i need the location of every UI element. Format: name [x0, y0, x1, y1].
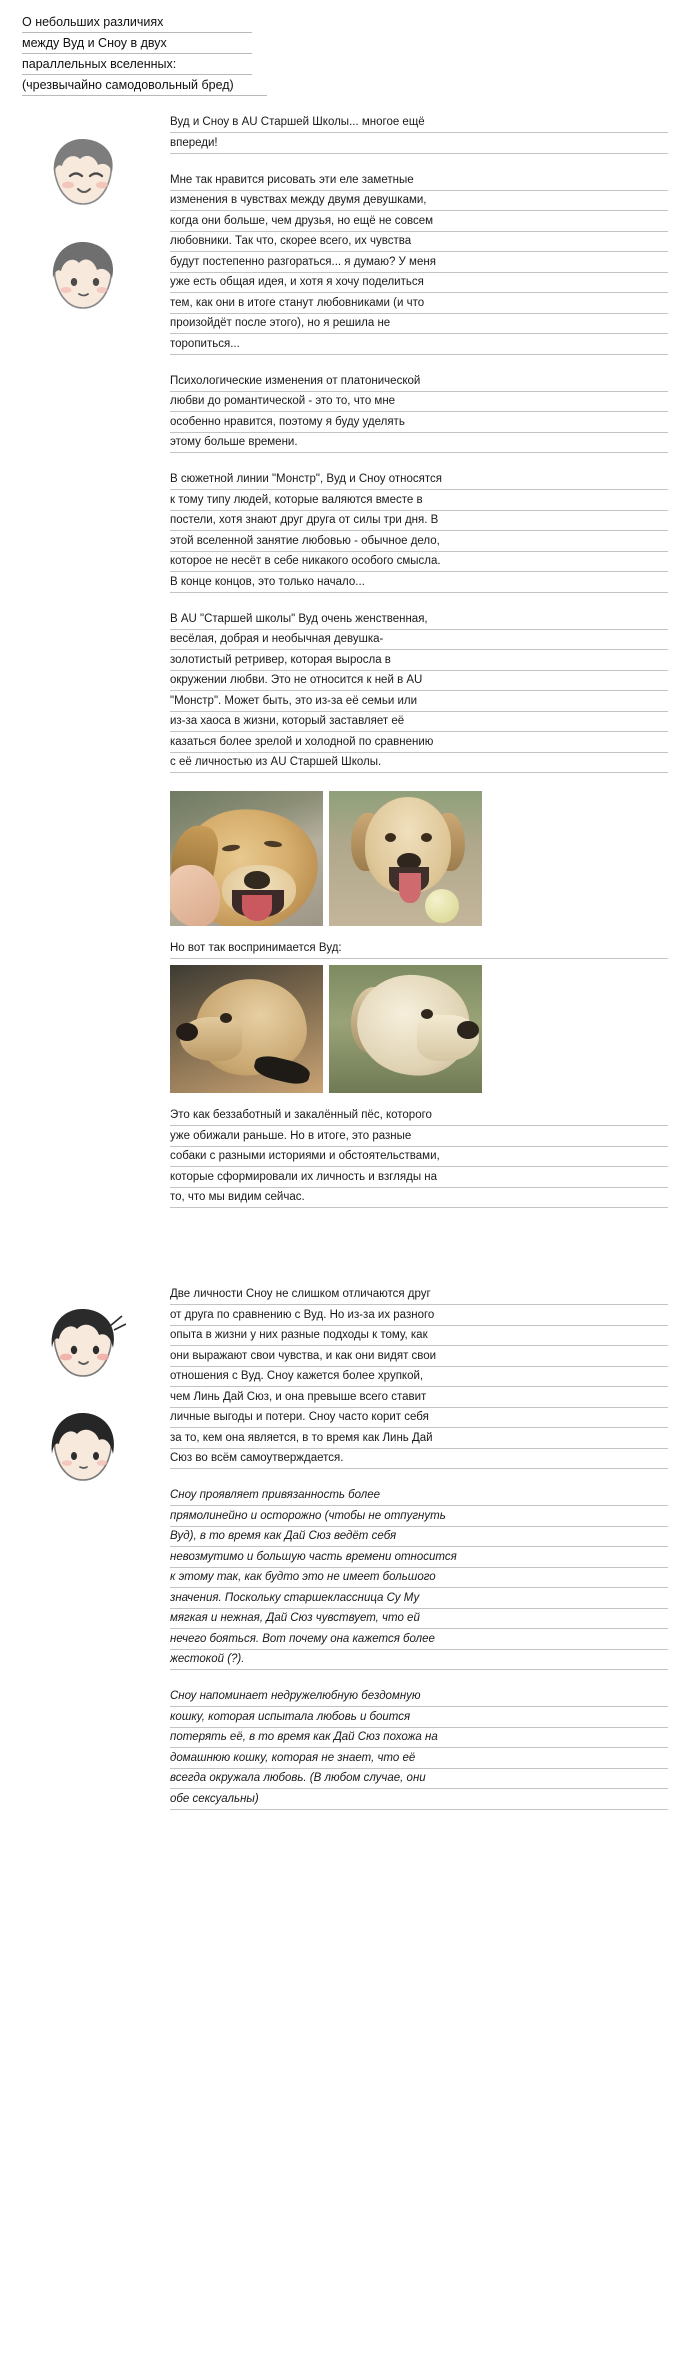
text-line: Две личности Сноу не слишком отличаются друг — [170, 1286, 668, 1305]
text-line: обе сексуальны) — [170, 1791, 668, 1810]
snow-chibi-neutral-avatar — [40, 1408, 126, 1494]
wood-paragraph-2 — [170, 172, 668, 355]
text-line: прямолинейно и осторожно (чтобы не отпугнуть — [170, 1508, 668, 1527]
text-line: постели, хотя знают друг друга от силы три дня. В — [170, 512, 668, 531]
wood-paragraph-5 — [170, 611, 668, 774]
section-wood — [0, 114, 690, 1226]
text-line: произойдёт после этого), но я решила не — [170, 315, 668, 334]
text-line: из-за хаоса в жизни, который заставляет её — [170, 713, 668, 732]
text-line: отношения с Вуд. Сноу кажется более хрупкой, — [170, 1368, 668, 1387]
text-line: любовники. Так что, скорее всего, их чувства — [170, 233, 668, 252]
text-line: от друга по сравнению с Вуд. Но из-за их разного — [170, 1307, 668, 1326]
text-line: к тому типу людей, которые валяются вместе в — [170, 492, 668, 511]
snow-paragraph-3 — [170, 1688, 668, 1810]
wood-caption — [170, 940, 668, 959]
snow-paragraph-1 — [170, 1286, 668, 1469]
text-line: они выражают свои чувства, и как они видят свои — [170, 1348, 668, 1367]
text-line: Мне так нравится рисовать эти еле заметные — [170, 172, 668, 191]
section-snow — [0, 1286, 690, 1828]
text-line: Сноу проявляет привязанность более — [170, 1487, 668, 1506]
text-line: весёлая, добрая и необычная девушка- — [170, 631, 668, 650]
wood-content-column — [170, 114, 690, 1226]
photo-dog-profile-dark — [170, 965, 323, 1093]
text-line: казаться более зрелой и холодной по сравнению — [170, 734, 668, 753]
photo-labrador-with-ball — [329, 791, 482, 926]
wood-photos-bottom — [170, 965, 668, 1093]
text-line: Сюз во всём самоутверждается. — [170, 1450, 668, 1469]
header-line-2: между Вуд и Сноу в двух — [22, 35, 252, 54]
text-line: Вуд), в то время как Дай Сюз ведёт себя — [170, 1528, 668, 1547]
header-line-4: (чрезвычайно самодовольный бред) — [22, 77, 267, 96]
text-line: чем Линь Дай Сюз, и она превыше всего ставит — [170, 1389, 668, 1408]
text-line: жестокой (?). — [170, 1651, 668, 1670]
text-line: всегда окружала любовь. (В любом случае, они — [170, 1770, 668, 1789]
wood-paragraph-3 — [170, 373, 668, 454]
text-line: мягкая и нежная, Дай Сюз чувствует, что ей — [170, 1610, 668, 1629]
text-line: Это как беззаботный и закалённый пёс, которого — [170, 1107, 668, 1126]
text-line: этому больше времени. — [170, 434, 668, 453]
text-line: Сноу напоминает недружелюбную бездомную — [170, 1688, 668, 1707]
text-line: впереди! — [170, 135, 668, 154]
text-line: тем, как они в итоге станут любовниками (и что — [170, 295, 668, 314]
photo-golden-retriever-hugged — [170, 791, 323, 926]
text-line: Психологические изменения от платонической — [170, 373, 668, 392]
snow-content-column — [170, 1286, 690, 1828]
text-line: Вуд и Сноу в AU Старшей Школы... многое ещё — [170, 114, 668, 133]
snow-avatar-column — [0, 1286, 170, 1504]
wood-chibi-neutral-avatar — [40, 236, 126, 322]
text-line: В сюжетной линии "Монстр", Вуд и Сноу относятся — [170, 471, 668, 490]
text-line: за то, кем она является, в то время как Линь Дай — [170, 1430, 668, 1449]
text-line: золотистый ретривер, которая выросла в — [170, 652, 668, 671]
wood-chibi-smiling-avatar — [40, 132, 126, 218]
wood-paragraph-4 — [170, 471, 668, 593]
wood-closing-paragraph — [170, 1107, 668, 1208]
wood-avatar-column — [0, 114, 170, 332]
text-line: уже есть общая идея, и хотя я хочу поделиться — [170, 274, 668, 293]
text-line: торопиться... — [170, 336, 668, 355]
text-line: когда они больше, чем друзья, но ещё не совсем — [170, 213, 668, 232]
text-line: невозмутимо и большую часть времени относится — [170, 1549, 668, 1568]
text-line: кошку, которая испытала любовь и боится — [170, 1709, 668, 1728]
text-line: домашнюю кошку, которая не знает, что её — [170, 1750, 668, 1769]
text-line: опыта в жизни у них разные подходы к тому, как — [170, 1327, 668, 1346]
text-line: к этому так, как будто это не имеет большого — [170, 1569, 668, 1588]
text-line: личные выгоды и потери. Сноу часто корит себя — [170, 1409, 668, 1428]
text-line: изменения в чувствах между двумя девушками, — [170, 192, 668, 211]
text-line: нечего бояться. Вот почему она кажется более — [170, 1631, 668, 1650]
text-line: особенно нравится, поэтому я буду уделять — [170, 414, 668, 433]
section-divider-space — [0, 1226, 690, 1286]
text-line: с её личностью из AU Старшей Школы. — [170, 754, 668, 773]
page-header — [0, 0, 690, 96]
header-line-3: параллельных вселенных: — [22, 56, 252, 75]
text-line: которые сформировали их личность и взгляды на — [170, 1169, 668, 1188]
wood-paragraph-1 — [170, 114, 668, 154]
text-line: то, что мы видим сейчас. — [170, 1189, 668, 1208]
snow-chibi-blushing-avatar — [40, 1304, 126, 1390]
snow-paragraph-2 — [170, 1487, 668, 1670]
text-line: этой вселенной занятие любовью - обычное дело, — [170, 533, 668, 552]
text-line: значения. Поскольку старшеклассница Су Му — [170, 1590, 668, 1609]
text-line: окружении любви. Это не относится к ней в AU — [170, 672, 668, 691]
text-line: любви до романтической - это то, что мне — [170, 393, 668, 412]
text-line: потерять её, в то время как Дай Сюз похожа на — [170, 1729, 668, 1748]
header-line-1: О небольших различиях — [22, 14, 252, 33]
wood-photos-top — [170, 791, 668, 926]
text-line: уже обижали раньше. Но в итоге, это разные — [170, 1128, 668, 1147]
text-line: В AU "Старшей школы" Вуд очень женственная, — [170, 611, 668, 630]
text-line: собаки с разными историями и обстоятельствами, — [170, 1148, 668, 1167]
text-line: В конце концов, это только начало... — [170, 574, 668, 593]
text-line: "Монстр". Может быть, это из-за её семьи или — [170, 693, 668, 712]
text-line: будут постепенно разгораться... я думаю? У меня — [170, 254, 668, 273]
text-line: которое не несёт в себе никакого особого смысла. — [170, 553, 668, 572]
photo-dog-profile-light — [329, 965, 482, 1093]
text-line: Но вот так воспринимается Вуд: — [170, 940, 668, 959]
